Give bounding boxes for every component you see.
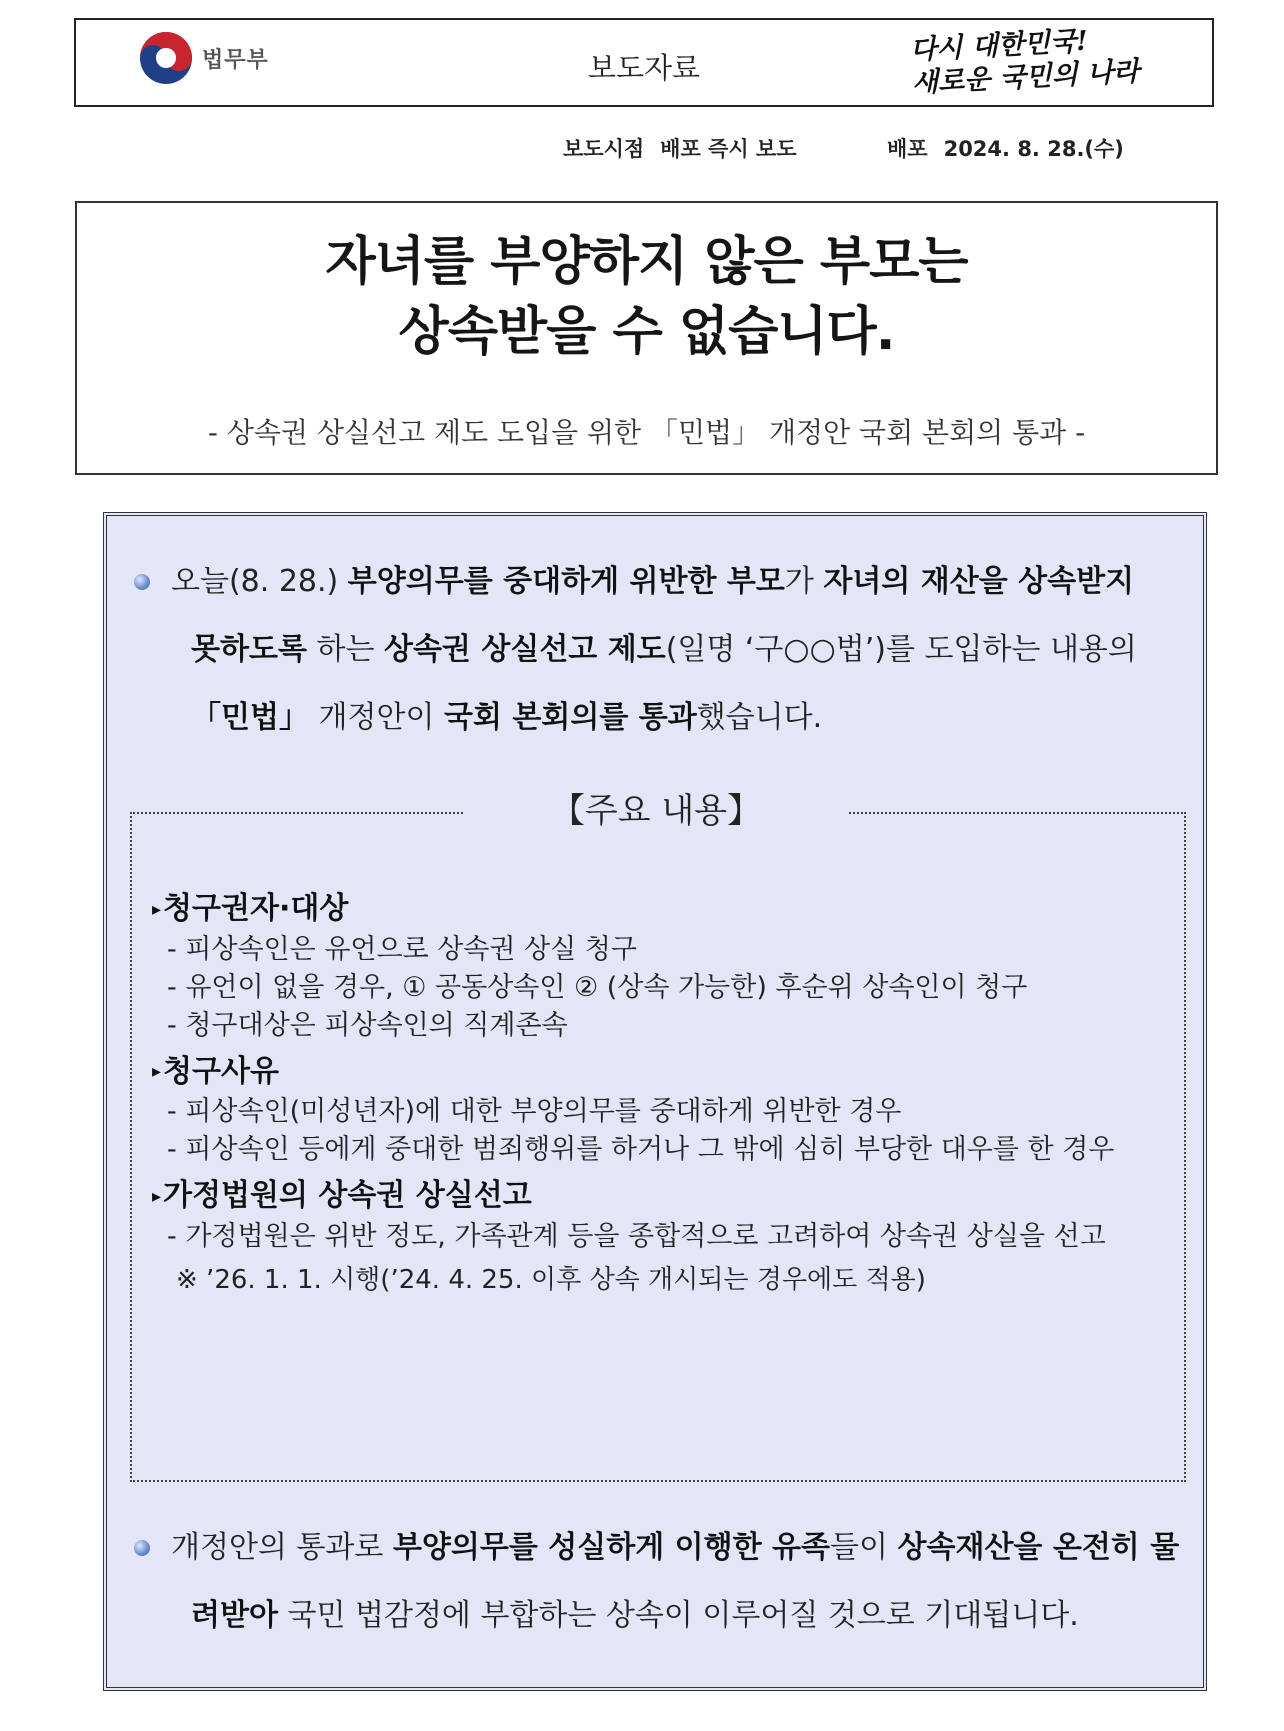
section-heading: ▸청구사유 bbox=[152, 1053, 279, 1089]
emphasis-text: 부양의무를 성실하게 이행한 유족 bbox=[392, 1530, 830, 1565]
slogan-line-2: 새로운 국민의 나라 bbox=[910, 56, 1140, 99]
emphasis-text: 자녀의 재산을 상속받지 bbox=[823, 564, 1135, 599]
distribution-label: 배포 bbox=[887, 137, 928, 161]
text-run: 가 bbox=[784, 564, 824, 599]
subheadline: - 상속권 상실선고 제도 도입을 위한 「민법」 개정안 국회 본회의 통과 - bbox=[207, 416, 1086, 449]
text-run: 국민 법감정에 부합하는 상속이 이루어질 것으로 기대됩니다. bbox=[277, 1598, 1079, 1633]
emphasis-text: 「민법」 bbox=[191, 700, 309, 735]
emphasis-text: 국회 본회의를 통과 bbox=[443, 700, 697, 735]
slogan-line-1: 다시 대한민국! bbox=[909, 25, 1089, 66]
list-item: - 유언이 없을 경우, ① 공동상속인 ② (상속 가능한) 후순위 상속인이 청구 bbox=[167, 971, 1028, 1003]
triangle-icon: ▸ bbox=[152, 1185, 162, 1207]
distribution-date bbox=[887, 133, 1124, 163]
paragraph-line bbox=[129, 1514, 1184, 1582]
summary-box bbox=[103, 512, 1207, 1691]
text-run: 들이 bbox=[830, 1530, 898, 1565]
section-heading: ▸가정법원의 상속권 상실선고 bbox=[152, 1178, 532, 1213]
release-timing bbox=[563, 133, 797, 163]
summary-paragraph-2 bbox=[129, 1514, 1184, 1650]
text-run: 개정안이 bbox=[308, 700, 444, 735]
triangle-icon: ▸ bbox=[152, 1061, 162, 1082]
key-points-title: 【주요 내용】 bbox=[464, 786, 848, 836]
key-points-box bbox=[130, 791, 1186, 1482]
release-label: 보도시점 bbox=[563, 137, 645, 161]
text-run: (일명 ‘구○○법’)를 도입하는 내용의 bbox=[665, 632, 1137, 667]
text-run: 했습니다. bbox=[696, 700, 823, 735]
header-box bbox=[74, 18, 1214, 107]
emphasis-text: 려받아 bbox=[191, 1598, 278, 1633]
bullet-dot-icon bbox=[134, 1540, 150, 1556]
effective-date-note: ※ ’26. 1. 1. 시행(’24. 4. 25. 이후 상속 개시되는 경우에도 적용) bbox=[176, 1264, 926, 1295]
paragraph-line bbox=[129, 684, 1184, 752]
emphasis-text: 부양의무를 중대하게 위반한 부모 bbox=[347, 564, 785, 599]
emphasis-text: 못하도록 bbox=[191, 632, 307, 667]
list-item: - 피상속인은 유언으로 상속권 상실 청구 bbox=[167, 933, 637, 965]
emphasis-text: 상속권 상실선고 제도 bbox=[383, 632, 666, 667]
text-run: 개정안의 통과로 bbox=[171, 1530, 393, 1565]
release-value: 배포 즉시 보도 bbox=[660, 137, 797, 161]
triangle-icon: ▸ bbox=[152, 898, 162, 920]
text-run: 오늘(8. 28.) bbox=[171, 564, 348, 599]
key-points-content bbox=[152, 882, 1168, 1300]
emphasis-text: 상속재산을 온전히 물 bbox=[897, 1530, 1180, 1565]
list-item: - 피상속인 등에게 중대한 범죄행위를 하거나 그 밖에 심히 부당한 대우를 한 경우 bbox=[167, 1134, 1115, 1165]
section-heading: ▸청구권자·대상 bbox=[152, 891, 349, 926]
text-run: 하는 bbox=[306, 632, 384, 667]
title-box bbox=[75, 201, 1218, 475]
distribution-date-value: 2024. 8. 28.(수) bbox=[943, 137, 1124, 161]
list-item: - 청구대상은 피상속인의 직계존속 bbox=[167, 1009, 568, 1041]
slogan bbox=[909, 22, 1140, 100]
paragraph-line bbox=[129, 616, 1184, 684]
ministry-name: 법무부 bbox=[202, 47, 269, 73]
list-item: - 피상속인(미성년자)에 대한 부양의무를 중대하게 위반한 경우 bbox=[167, 1096, 902, 1127]
bullet-dot-icon bbox=[134, 574, 150, 590]
document-type: 보도자료 bbox=[587, 51, 701, 85]
headline-line-1: 자녀를 부양하지 않은 부모는 bbox=[325, 232, 968, 292]
paragraph-line bbox=[129, 548, 1184, 616]
headline-line-2: 상속받을 수 없습니다. bbox=[398, 302, 895, 362]
summary-paragraph-1 bbox=[129, 548, 1184, 752]
list-item: - 가정법원은 위반 정도, 가족관계 등을 종합적으로 고려하여 상속권 상실을 선고 bbox=[167, 1220, 1106, 1252]
paragraph-line bbox=[129, 1582, 1184, 1650]
